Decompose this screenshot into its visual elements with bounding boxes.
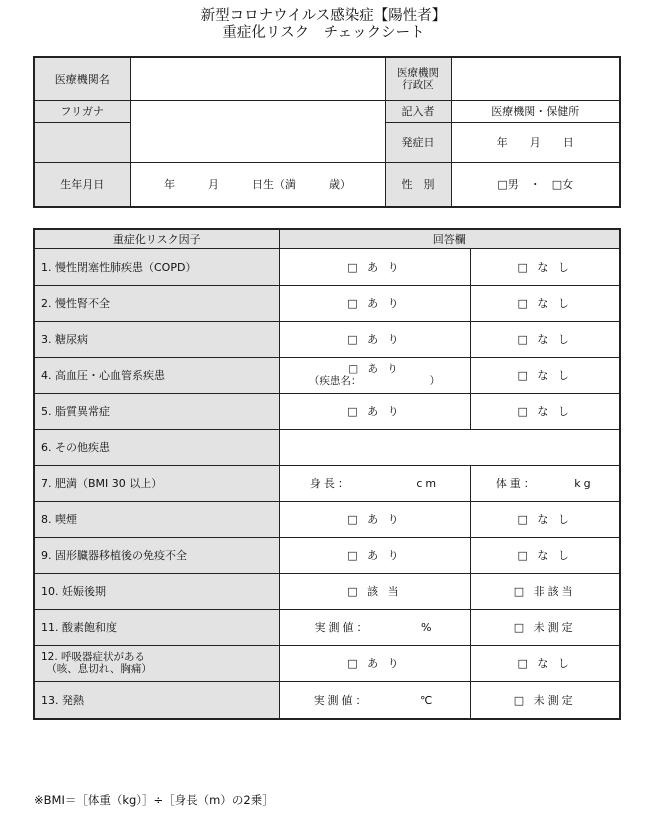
risk-factor-label: 5. 脂質異常症 xyxy=(34,393,279,429)
table-row xyxy=(34,537,620,573)
answer-no-checkbox[interactable]: □ な し xyxy=(470,393,620,429)
answer-yes-checkbox[interactable]: □ あ り xyxy=(279,285,470,321)
table-row xyxy=(34,321,620,357)
risk-factor-label: 9. 固形臓器移植後の免疫不全 xyxy=(34,537,279,573)
table-row xyxy=(34,357,620,393)
risk-factor-label: 11. 酸素飽和度 xyxy=(34,609,279,645)
sex-label: 性 別 xyxy=(385,162,451,207)
table-row xyxy=(34,465,620,501)
answer-no-checkbox[interactable]: □ 未測定 xyxy=(470,681,620,719)
recorder-value[interactable]: 医療機関・保健所 xyxy=(451,100,620,122)
answer-no-checkbox[interactable]: □ な し xyxy=(470,537,620,573)
risk-factor-label: 13. 発熱 xyxy=(34,681,279,719)
answer-yes-checkbox[interactable]: □ あ り （疾患名： ） xyxy=(279,357,470,393)
table-row xyxy=(34,609,620,645)
answer-no-checkbox[interactable]: □ な し xyxy=(470,357,620,393)
answer-yes-checkbox[interactable]: □ あ り xyxy=(279,321,470,357)
risk-factor-label: 2. 慢性腎不全 xyxy=(34,285,279,321)
answer-yes-checkbox[interactable]: □ あ り xyxy=(279,537,470,573)
title-line-2: 重症化リスク チェックシート xyxy=(222,25,425,41)
answer-no-checkbox[interactable]: □ 未測定 xyxy=(470,609,620,645)
risk-factor-label: 7. 肥満（BMI 30 以上） xyxy=(34,465,279,501)
answer-no-checkbox[interactable]: □ な し xyxy=(470,285,620,321)
table-row xyxy=(34,501,620,537)
answer-no-checkbox[interactable]: □ な し xyxy=(470,501,620,537)
risk-factor-label: 8. 喫煙 xyxy=(34,501,279,537)
answer-yes-checkbox[interactable]: 実測値： ℃ xyxy=(279,681,470,719)
recorder-label: 記入者 xyxy=(385,100,451,122)
birth-date-field[interactable]: 年 月 日生（満 歳） xyxy=(130,162,385,207)
answer-yes-checkbox[interactable]: 実測値： % xyxy=(279,609,470,645)
patient-info-table xyxy=(33,56,621,208)
table-row xyxy=(34,248,620,285)
table-row xyxy=(34,645,620,681)
table-row xyxy=(34,573,620,609)
risk-factor-label: 6. その他疾患 xyxy=(34,429,279,465)
risk-factor-label: 4. 高血圧・心血管系疾患 xyxy=(34,357,279,393)
title-line-1: 新型コロナウイルス感染症【陽性者】 xyxy=(200,8,447,24)
onset-label: 発症日 xyxy=(385,122,451,162)
answer-yes-checkbox[interactable]: □ あ り xyxy=(279,248,470,285)
onset-date-field[interactable]: 年 月 日 xyxy=(451,122,620,162)
answer-yes-checkbox[interactable]: □ あ り xyxy=(279,645,470,681)
furigana-label: フリガナ xyxy=(34,100,130,122)
table-row xyxy=(34,285,620,321)
sheet-title xyxy=(0,8,647,42)
district-field[interactable] xyxy=(451,57,620,100)
answer-no-checkbox[interactable]: 体重： kg xyxy=(470,465,620,501)
institution-label: 医療機関名 xyxy=(34,57,130,100)
answer-yes-checkbox[interactable]: □ 該 当 xyxy=(279,573,470,609)
institution-field[interactable] xyxy=(130,57,385,100)
answer-yes-checkbox[interactable]: 身長： cm xyxy=(279,465,470,501)
table-row xyxy=(34,429,620,465)
answer-no-checkbox[interactable]: □ 非該当 xyxy=(470,573,620,609)
risk-factor-label: 1. 慢性閉塞性肺疾患（COPD） xyxy=(34,248,279,285)
risk-factor-table xyxy=(33,228,621,720)
answer-no-checkbox[interactable]: □ な し xyxy=(470,248,620,285)
answer-header: 回答欄 xyxy=(279,229,620,248)
table-row xyxy=(34,393,620,429)
answer-yes-checkbox[interactable]: □ あ り xyxy=(279,501,470,537)
answer-yes-checkbox[interactable]: □ あ り xyxy=(279,393,470,429)
answer-no-checkbox[interactable]: □ な し xyxy=(470,645,620,681)
other-disease-field[interactable] xyxy=(279,429,620,465)
risk-factor-label: 10. 妊娠後期 xyxy=(34,573,279,609)
name-label xyxy=(34,122,130,162)
district-label: 医療機関 行政区 xyxy=(385,57,451,100)
bmi-footnote: ※BMI＝［体重（kg）］÷［身長（m）の2乗］ xyxy=(34,793,274,807)
sex-checkbox-field[interactable]: □男 ・ □女 xyxy=(451,162,620,207)
risk-factor-label: 3. 糖尿病 xyxy=(34,321,279,357)
answer-no-checkbox[interactable]: □ な し xyxy=(470,321,620,357)
table-row xyxy=(34,681,620,719)
name-field[interactable] xyxy=(130,100,385,162)
risk-factor-label: 12. 呼吸器症状がある （咳、息切れ、胸痛） xyxy=(34,645,279,681)
factor-header: 重症化リスク因子 xyxy=(34,229,279,248)
birth-label: 生年月日 xyxy=(34,162,130,207)
